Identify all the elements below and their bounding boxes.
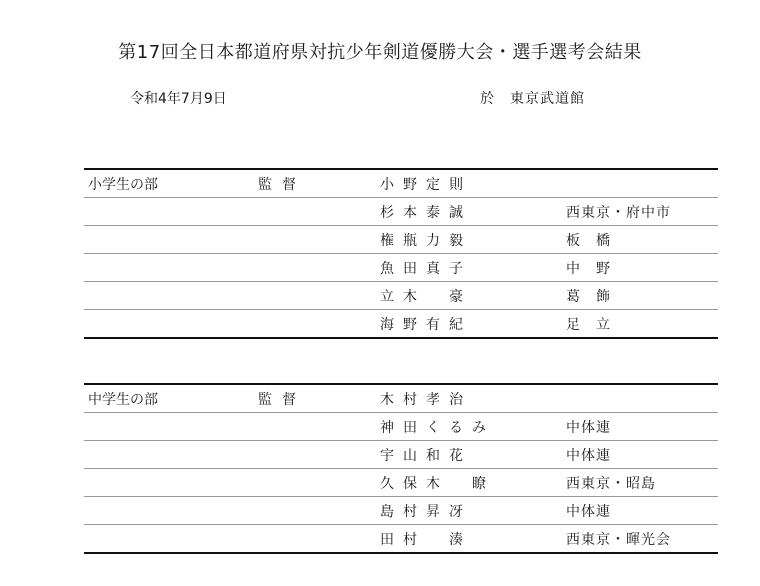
- member-name: 久保木 瞭: [380, 476, 495, 492]
- member-name: 木村孝治: [380, 392, 472, 408]
- member-affiliation: 西東京・昭島: [566, 476, 656, 492]
- role-label: 監督: [258, 177, 306, 193]
- division-label: 中学生の部: [88, 392, 158, 408]
- table-row: [84, 441, 718, 469]
- division-label: 小学生の部: [88, 177, 158, 193]
- table-row: [84, 385, 718, 413]
- member-name: 田村 湊: [380, 532, 472, 548]
- junior-high-division-table: [84, 383, 718, 554]
- member-affiliation: 葛 飾: [566, 289, 611, 305]
- table-row: [84, 497, 718, 525]
- member-name: 権瓶力毅: [380, 233, 472, 249]
- table-row: [84, 170, 718, 198]
- member-affiliation: 足 立: [566, 317, 611, 333]
- member-affiliation: 中体連: [566, 504, 611, 520]
- table-row: [84, 469, 718, 497]
- event-venue: 於 東京武道館: [480, 91, 585, 107]
- table-row: [84, 282, 718, 310]
- member-affiliation: 中体連: [566, 420, 611, 436]
- table-row: [84, 413, 718, 441]
- elementary-division-table: [84, 168, 718, 339]
- member-name: 杉本泰誠: [380, 205, 472, 221]
- member-affiliation: 西東京・府中市: [566, 205, 671, 221]
- role-label: 監督: [258, 392, 306, 408]
- member-name: 島村昇冴: [380, 504, 472, 520]
- member-affiliation: 西東京・暉光会: [566, 532, 671, 548]
- table-row: [84, 254, 718, 282]
- page-title: 第17回全日本都道府県対抗少年剣道優勝大会・選手選考会結果: [118, 42, 642, 63]
- table-row: [84, 198, 718, 226]
- table-row: [84, 525, 718, 552]
- member-name: 立木 豪: [380, 289, 472, 305]
- event-date: 令和4年7月9日: [130, 91, 227, 107]
- member-affiliation: 中 野: [566, 261, 611, 277]
- member-affiliation: 板 橋: [566, 233, 611, 249]
- member-name: 魚田真子: [380, 261, 472, 277]
- member-name: 海野有紀: [380, 317, 472, 333]
- member-name: 小野定則: [380, 177, 472, 193]
- table-row: [84, 310, 718, 337]
- table-row: [84, 226, 718, 254]
- member-name: 神田くるみ: [380, 420, 495, 436]
- member-affiliation: 中体連: [566, 448, 611, 464]
- member-name: 宇山和花: [380, 448, 472, 464]
